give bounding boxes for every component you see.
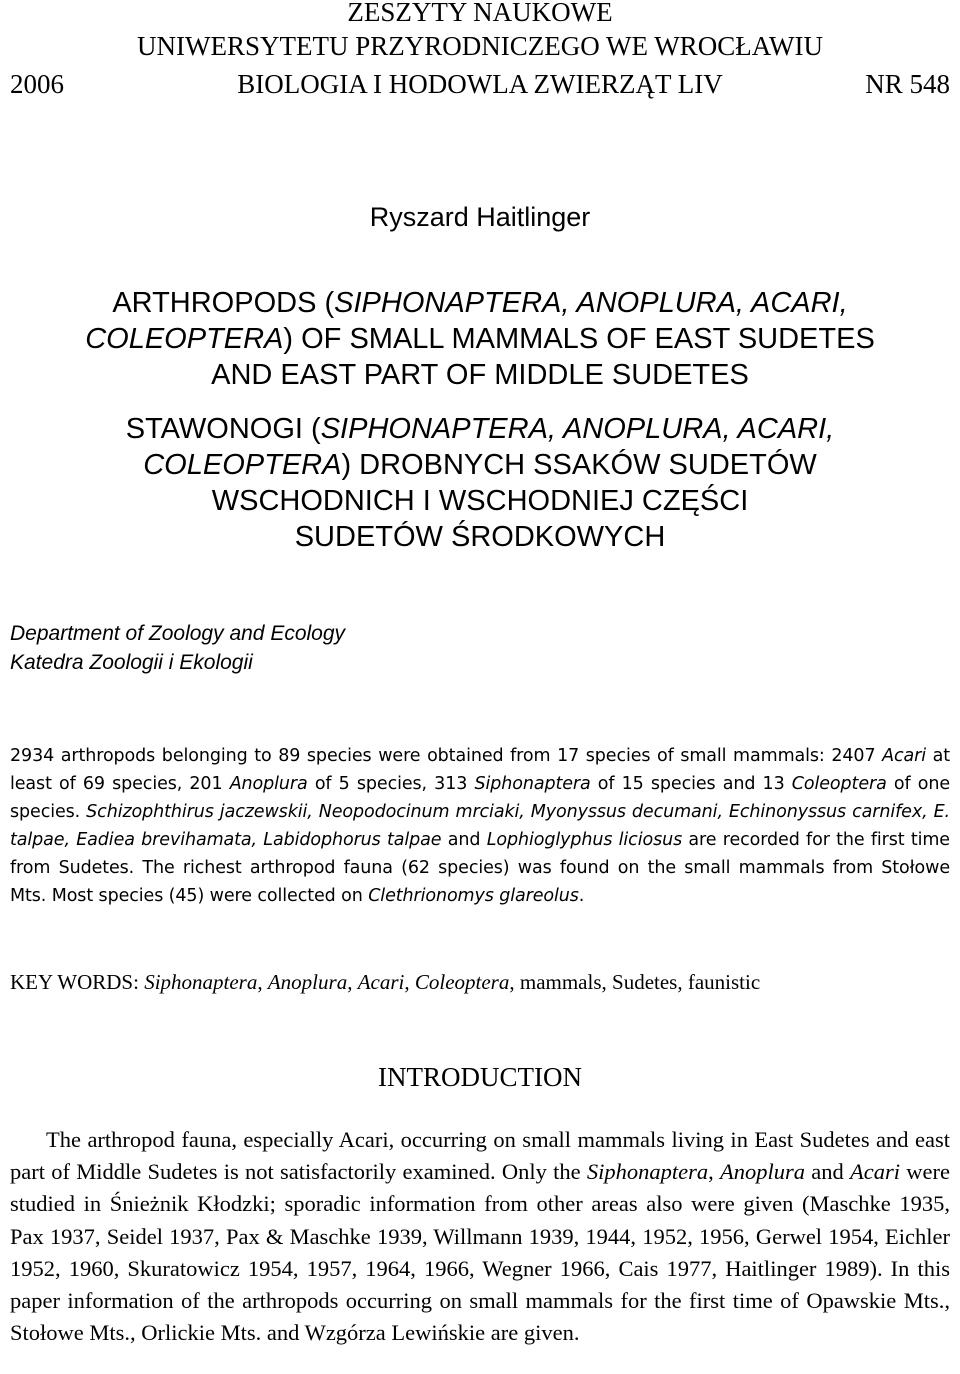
journal-series: BIOLOGIA I HODOWLA ZWIERZĄT LIV (237, 69, 723, 99)
title-pl-line-2: COLEOPTERA) DROBNYCH SSAKÓW SUDETÓW (143, 449, 817, 481)
introduction-paragraph: The arthropod fauna, especially Acari, occurring on small mammals living in East Sudetes and east part of Middle Sudetes is not satisfactorily examined. Only the Siphonaptera, Anoplura and Acari were studied in Śnieżnik Kłodzki; sporadic information from other areas also were given (Maschke 1935, Pax 1937, Seidel 1937, Pax & Maschke 1939, Willmann 1939, 1944, 1952, 1956, Gerwel 1954, Eichler 1952, 1960, Skuratowicz 1954, 1957, 1964, 1966, Wegner 1966, Cais 1977, Haitlinger 1989). In this paper information of the arthropods occurring on small mammals for the first time of Opawskie Mts., Stołowe Mts., Orlickie Mts. and Wzgórza Lewińskie are given. (10, 1127, 951, 1346)
abstract: 2934 arthropods belonging to 89 species were obtained from 17 species of small mammals: 2407 Acari at least of 69 species, 201 Anoplura of 5 species, 313 Siphonaptera of 15 species and 13 Coleoptera of one species. Schizophthirus jaczewskii, Neopodocinum mrciaki, Myonyssus decumani, Echinonyssus carnifex, E. talpae, Eadiea brevihamata, Labidophorus talpae and Lophioglyphus liciosus are recorded for the first time from Sudetes. The richest arthropod fauna (62 species) was found on the small mammals from Stołowe Mts. Most species (45) were collected on Clethrionomys glareolus. (10, 746, 950, 906)
department-en: Department of Zoology and Ecology (10, 622, 346, 645)
author: Ryszard Haitlinger (369, 202, 591, 232)
title-pl-line-1: STAWONOGI (SIPHONAPTERA, ANOPLURA, ACARI, (125, 413, 835, 445)
title-en-line-2: COLEOPTERA) OF SMALL MAMMALS OF EAST SUDETES (85, 323, 875, 355)
journal-name: ZESZYTY NAUKOWE (347, 0, 613, 27)
university-name: UNIWERSYTETU PRZYRODNICZEGO WE WROCŁAWIU (136, 31, 824, 61)
section-heading-introduction: INTRODUCTION (378, 1062, 582, 1092)
keywords: KEY WORDS: Siphonaptera, Anoplura, Acari, Coleoptera, mammals, Sudetes, faunistic (10, 970, 761, 994)
journal-number: NR 548 (865, 69, 950, 99)
journal-year: 2006 (10, 69, 64, 99)
title-en-line-1: ARTHROPODS (SIPHONAPTERA, ANOPLURA, ACARI, (112, 287, 848, 319)
title-pl-line-4: SUDETÓW ŚRODKOWYCH (294, 521, 666, 553)
title-pl-line-3: WSCHODNICH I WSCHODNIEJ CZĘŚCI (211, 485, 749, 517)
department-pl: Katedra Zoologii i Ekologii (10, 651, 253, 674)
title-en-line-3: AND EAST PART OF MIDDLE SUDETES (211, 359, 749, 391)
